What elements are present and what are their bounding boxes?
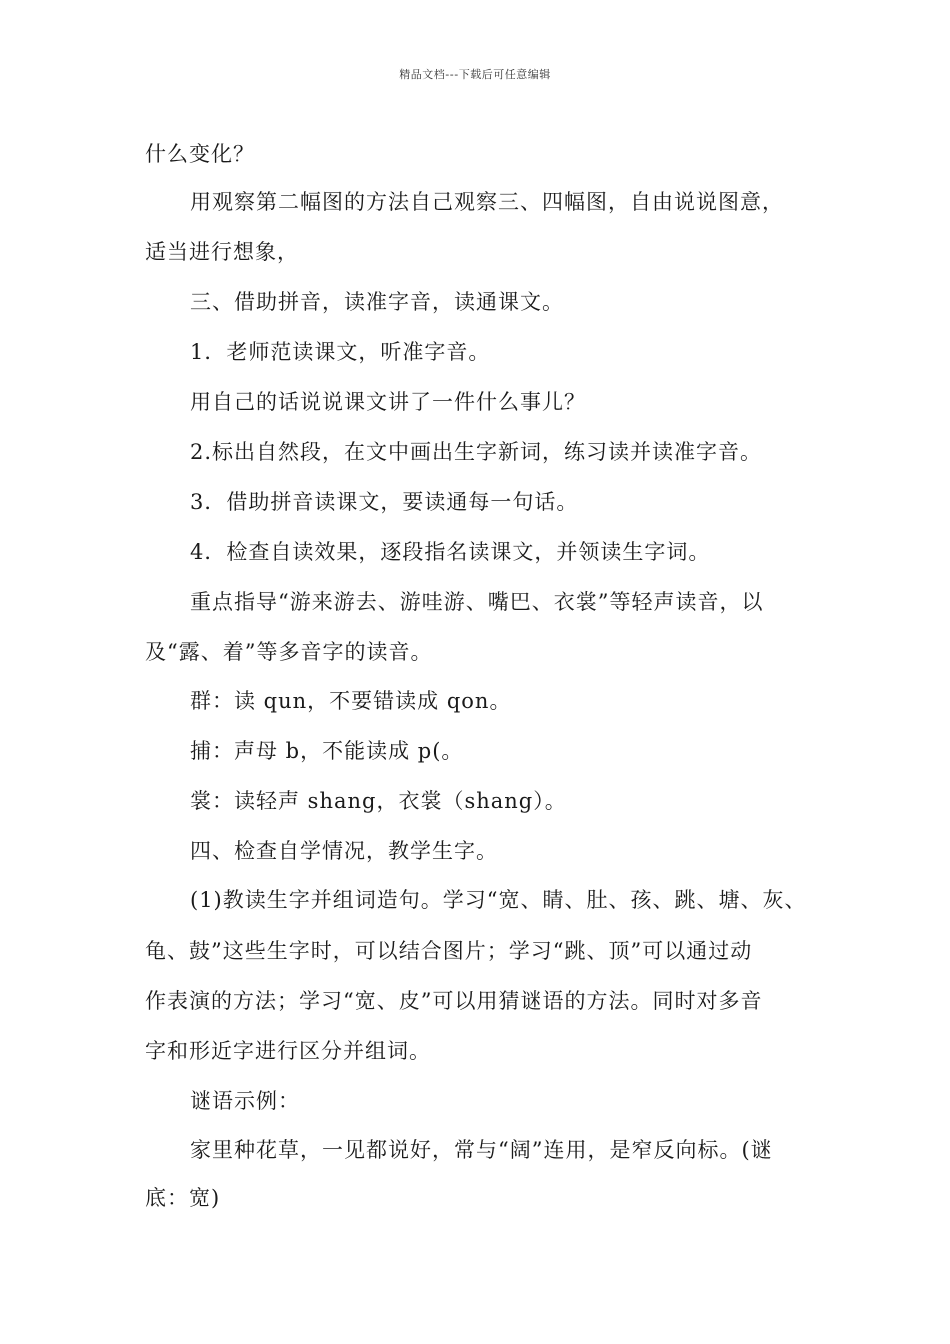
text-line: 用观察第二幅图的方法自己观察三、四幅图，自由说说图意， xyxy=(190,190,784,214)
text-line: 用自己的话说说课文讲了一件什么事儿？ xyxy=(190,390,586,414)
text-line: 2.标出自然段，在文中画出生字新词，练习读并读准字音。 xyxy=(190,440,763,464)
text-line: 4．检查自读效果，逐段指名读课文，并领读生字词。 xyxy=(190,540,711,564)
text-line: 龟、鼓”这些生字时，可以结合图片；学习“跳、顶”可以通过动 xyxy=(145,939,753,963)
text-line: 群：读 qun，不要错读成 qon。 xyxy=(190,689,512,713)
text-line: 底：宽) xyxy=(145,1186,221,1210)
text-line: 3．借助拼音读课文，要读通每一句话。 xyxy=(190,490,579,514)
text-line: 家里种花草，一见都说好，常与“阔”连用，是窄反向标。(谜 xyxy=(190,1138,773,1162)
text-line: 1．老师范读课文，听准字音。 xyxy=(190,340,491,364)
text-line: 适当进行想象， xyxy=(145,240,299,264)
text-line: (1)教读生字并组词造句。学习“宽、睛、肚、孩、跳、塘、灰、 xyxy=(190,888,807,912)
text-line: 重点指导“游来游去、游哇游、嘴巴、衣裳”等轻声读音，以 xyxy=(190,590,764,614)
text-line: 裳：读轻声 shang，衣裳（shang）。 xyxy=(190,789,567,813)
text-line: 捕：声母 b，不能读成 p(。 xyxy=(190,739,464,763)
text-line: 谜语示例： xyxy=(190,1089,300,1113)
text-line: 三、借助拼音，读准字音，读通课文。 xyxy=(190,290,564,314)
text-line: 字和形近字进行区分并组词。 xyxy=(145,1039,431,1063)
page-header: 精品文档---下载后可任意编辑 xyxy=(399,68,551,81)
text-line: 作表演的方法；学习“宽、皮”可以用猜谜语的方法。同时对多音 xyxy=(145,989,763,1013)
text-line: 及“露、着”等多音字的读音。 xyxy=(145,640,433,664)
text-line: 什么变化？ xyxy=(145,142,255,166)
text-line: 四、检查自学情况，教学生字。 xyxy=(190,839,498,863)
